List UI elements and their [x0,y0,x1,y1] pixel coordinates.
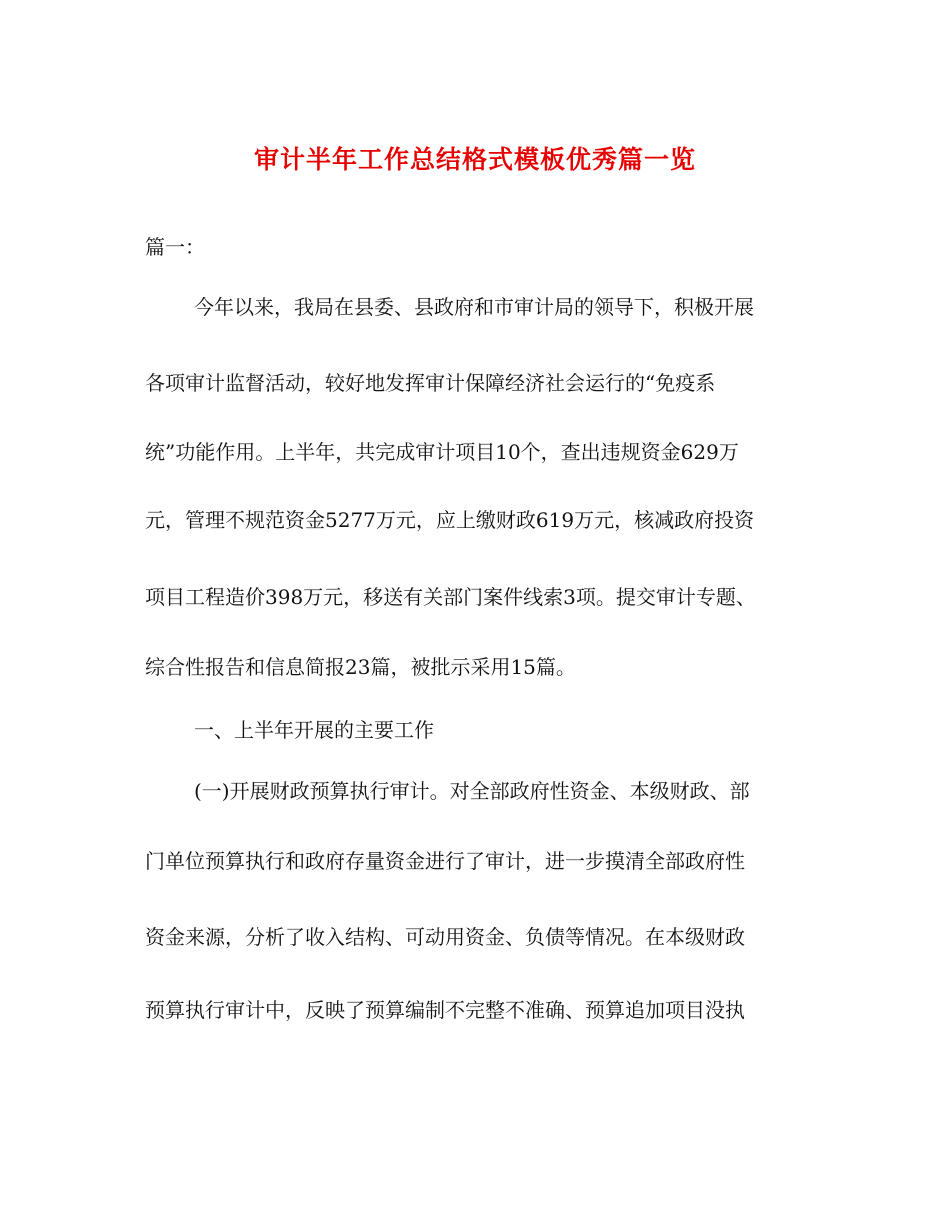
paragraph-line: 统”功能作用。上半年，共完成审计项目10个，查出违规资金629万 [145,440,739,464]
paragraph-line: 项目工程造价398万元，移送有关部门案件线索3项。提交审计专题、 [145,585,756,609]
section-heading: 一、上半年开展的主要工作 [194,718,434,742]
paragraph-line: 预算执行审计中，反映了预算编制不完整不准确、预算追加项目没执 [145,998,745,1022]
paragraph-line: 门单位预算执行和政府存量资金进行了审计，进一步摸清全部政府性 [145,849,745,873]
paragraph-line: (一)开展财政预算执行审计。对全部政府性资金、本级财政、部 [194,779,750,803]
paragraph-line: 综合性报告和信息简报23篇，被批示采用15篇。 [145,655,576,679]
paragraph-line: 今年以来，我局在县委、县政府和市审计局的领导下，积极开展 [194,295,754,319]
section-label: 篇一： [145,235,205,259]
paragraph-line: 元，管理不规范资金5277万元，应上缴财政619万元，核减政府投资 [145,508,755,532]
paragraph-line: 各项审计监督活动，较好地发挥审计保障经济社会运行的“免疫系 [145,371,716,395]
document-title: 审计半年工作总结格式模板优秀篇一览 [253,145,696,174]
paragraph-line: 资金来源，分析了收入结构、可动用资金、负债等情况。在本级财政 [145,925,745,949]
